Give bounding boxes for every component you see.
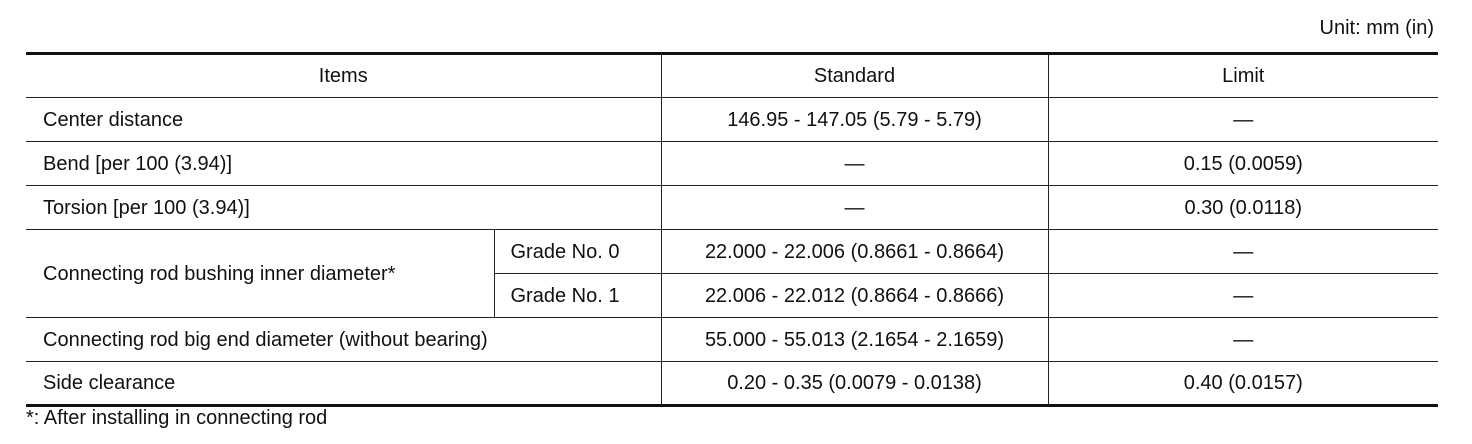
standard-cell: 22.000 - 22.006 (0.8661 - 0.8664) [661, 230, 1048, 274]
limit-cell: — [1048, 274, 1438, 318]
specification-table [26, 52, 1438, 407]
item-cell: Side clearance [26, 362, 661, 406]
table-row [26, 230, 1438, 274]
unit-label: Unit: mm (in) [1319, 17, 1434, 39]
limit-cell: — [1048, 230, 1438, 274]
item-cell: Bend [per 100 (3.94)] [26, 142, 661, 186]
item-cell: Connecting rod bushing inner diameter* [26, 230, 494, 318]
limit-cell: 0.15 (0.0059) [1048, 142, 1438, 186]
limit-cell: 0.40 (0.0157) [1048, 362, 1438, 406]
limit-cell: 0.30 (0.0118) [1048, 186, 1438, 230]
header-limit: Limit [1048, 54, 1438, 98]
table-row [26, 186, 1438, 230]
standard-cell: 0.20 - 0.35 (0.0079 - 0.0138) [661, 362, 1048, 406]
item-cell: Center distance [26, 98, 661, 142]
grade-cell: Grade No. 1 [494, 274, 661, 318]
header-items: Items [26, 54, 661, 98]
standard-cell: — [661, 186, 1048, 230]
header-standard: Standard [661, 54, 1048, 98]
item-cell: Torsion [per 100 (3.94)] [26, 186, 661, 230]
limit-cell: — [1048, 318, 1438, 362]
standard-cell: 22.006 - 22.012 (0.8664 - 0.8666) [661, 274, 1048, 318]
footnote: *: After installing in connecting rod [26, 407, 328, 429]
table-row [26, 362, 1438, 406]
table-row [26, 318, 1438, 362]
item-cell: Connecting rod big end diameter (without bearing) [26, 318, 661, 362]
standard-cell: 55.000 - 55.013 (2.1654 - 2.1659) [661, 318, 1048, 362]
table-header-row [26, 54, 1438, 98]
table-row [26, 142, 1438, 186]
grade-cell: Grade No. 0 [494, 230, 661, 274]
limit-cell: — [1048, 98, 1438, 142]
table-row [26, 98, 1438, 142]
standard-cell: — [661, 142, 1048, 186]
standard-cell: 146.95 - 147.05 (5.79 - 5.79) [661, 98, 1048, 142]
